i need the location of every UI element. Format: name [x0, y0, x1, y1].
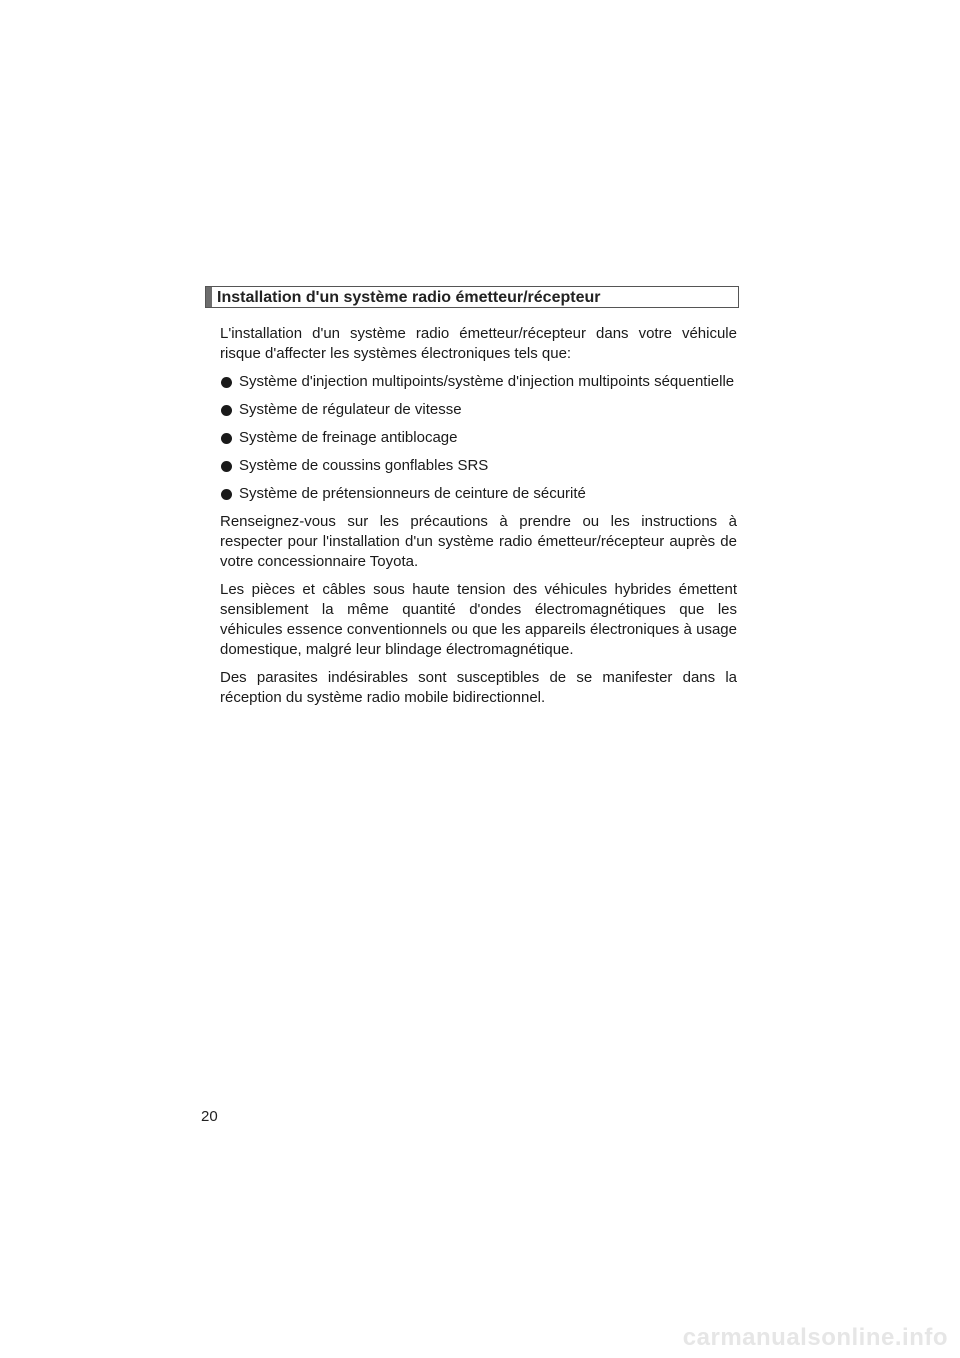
bullet-icon: [221, 461, 232, 472]
page-number: 20: [201, 1108, 218, 1125]
body-paragraph: Renseignez-vous sur les précautions à prendre ou les instructions à respecter pour l'installation d'un système radio émetteur/récepteur auprès de votre concessionnaire Toyota.: [220, 513, 737, 570]
bullet-text: Système d'injection multipoints/système d'injection multipoints séquentielle: [239, 373, 735, 390]
bullet-item: [220, 428, 737, 448]
section-header-bar: [206, 287, 212, 307]
watermark: carmanualsonline.info: [682, 1324, 948, 1351]
bullet-text: Système de coussins gonflables SRS: [239, 457, 489, 474]
section-content: [220, 324, 737, 716]
bullet-icon: [221, 405, 232, 416]
bullet-icon: [221, 489, 232, 500]
bullet-text: Système de régulateur de vitesse: [239, 401, 462, 418]
bullet-item: [220, 400, 737, 420]
bullet-icon: [221, 433, 232, 444]
intro-paragraph: L'installation d'un système radio émetteur/récepteur dans votre véhicule risque d'affecter les systèmes électroniques tels que:: [220, 325, 737, 362]
section-title: Installation d'un système radio émetteur/récepteur: [217, 289, 601, 306]
bullet-item: [220, 456, 737, 476]
section-header: [205, 286, 739, 308]
body-paragraph: Des parasites indésirables sont susceptibles de se manifester dans la réception du système radio mobile bidirectionnel.: [220, 669, 737, 706]
bullet-item: [220, 372, 737, 392]
bullet-text: Système de prétensionneurs de ceinture de sécurité: [239, 485, 586, 502]
bullet-text: Système de freinage antiblocage: [239, 429, 458, 446]
bullet-item: [220, 484, 737, 504]
body-paragraph: Les pièces et câbles sous haute tension des véhicules hybrides émettent sensiblement la même quantité d'ondes électromagnétiques que les véhicules essence conventionnels ou que les appareils électroniques à usage domestique, malgré leur blindage électromagnétique.: [220, 581, 737, 658]
bullet-icon: [221, 377, 232, 388]
